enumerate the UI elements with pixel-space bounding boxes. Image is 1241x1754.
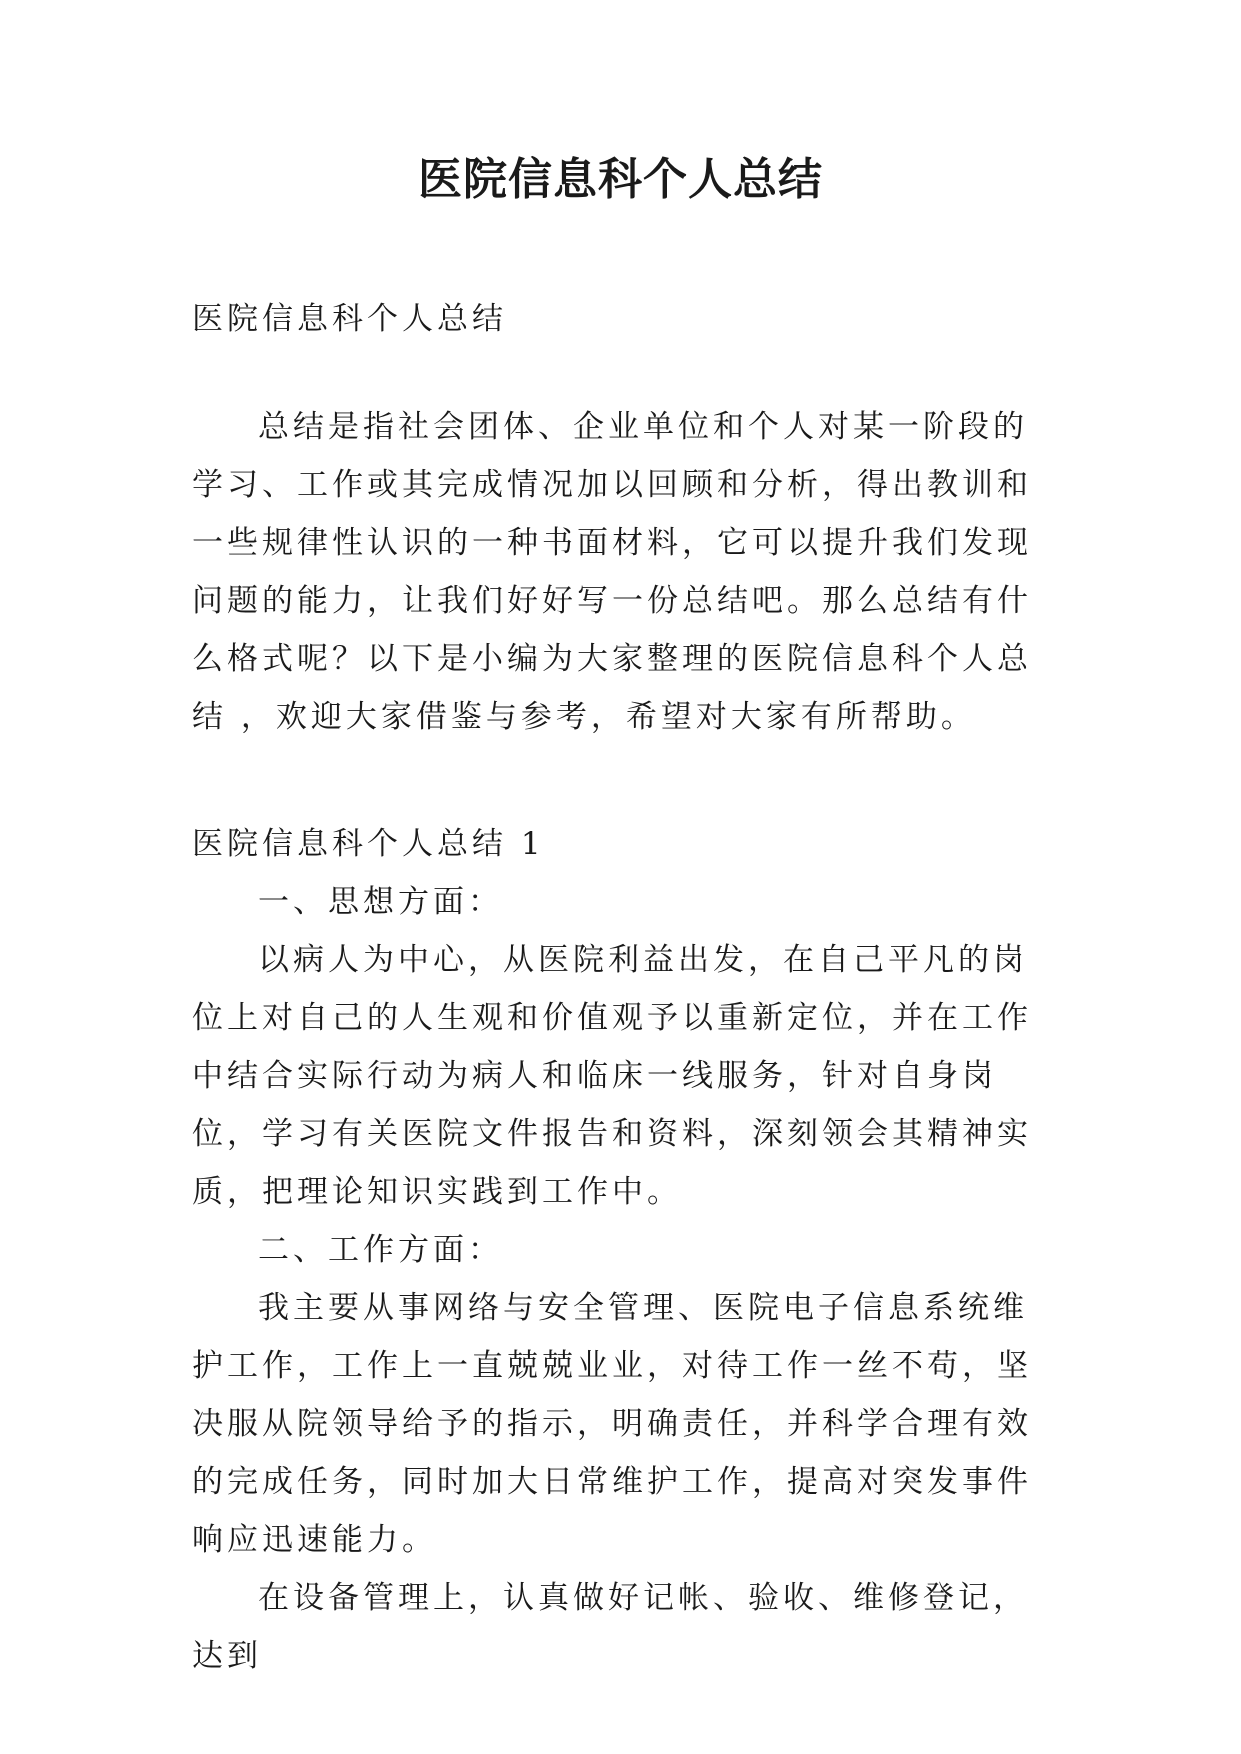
intro-paragraph-block (192, 398, 1052, 746)
subtitle-text: 医院信息科个人总结 (192, 301, 507, 337)
intro-paragraph: 总结是指社会团体、企业单位和个人对某一阶段的学习、工作或其完成情况加以回顾和分析，得出教训和一些规律性认识的一种书面材料，它可以提升我们发现问题的能力，让我们好好写一份总结吧。那么总结有什么格式呢？以下是小编为大家整理的医院信息科个人总结 ，欢迎大家借鉴与参考，希望对大家有所帮助。 (192, 409, 1032, 735)
equipment-paragraph: 在设备管理上，认真做好记帐、验收、维修登记，达到 (192, 1580, 1028, 1674)
thought-heading: 一、思想方面： (258, 884, 503, 920)
section-1-heading: 医院信息科个人总结 1 (192, 826, 545, 862)
thought-paragraph: 以病人为中心，从医院利益出发，在自己平凡的岗位上对自己的人生观和价值观予以重新定位，并在工作中结合实际行动为病人和临床一线服务，针对自身岗位，学习有关医院文件报告和资料，深刻领会其精神实质，把理论知识实践到工作中。 (192, 942, 1032, 1210)
work-heading: 二、工作方面： (258, 1232, 503, 1268)
work-paragraph: 我主要从事网络与安全管理、医院电子信息系统维护工作，工作上一直兢兢业业，对待工作一丝不苟，坚决服从院领导给予的指示，明确责任，并科学合理有效的完成任务，同时加大日常维护工作，提高对突发事件响应迅速能力。 (192, 1290, 1032, 1558)
section-1 (192, 815, 1052, 1685)
document-title: 医院信息科个人总结 (418, 154, 823, 205)
document-subtitle (192, 290, 1052, 348)
